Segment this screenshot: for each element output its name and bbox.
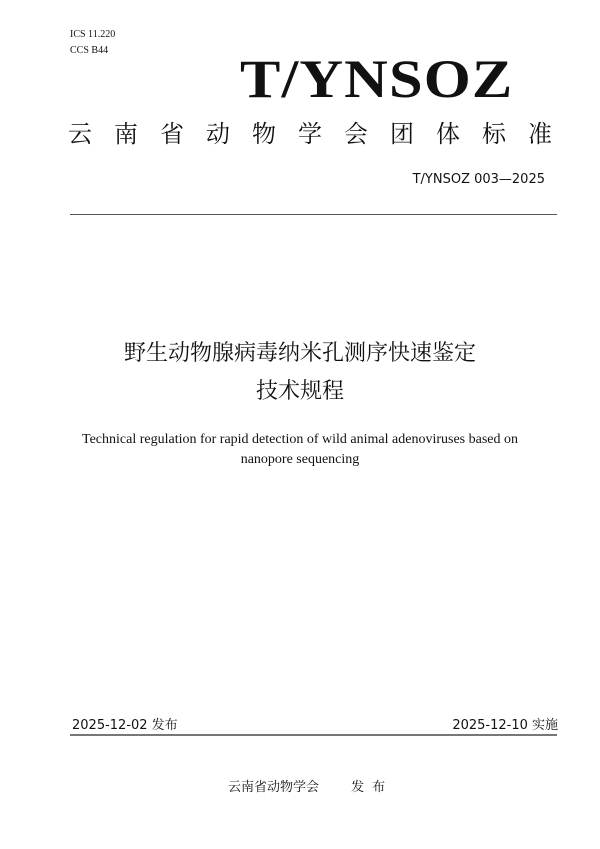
ics-code: ICS 11.220	[70, 29, 116, 40]
title-en-line2: nanopore sequencing	[240, 452, 360, 467]
publisher	[228, 776, 393, 795]
title-en-line1: Technical regulation for rapid detection of wild animal adenoviruses based on	[82, 432, 518, 447]
org-char: 动	[206, 120, 230, 148]
org-char: 学	[298, 120, 322, 148]
publisher-name: 云南省动物学会	[228, 780, 320, 795]
title-cn-line2: 技术规程	[255, 379, 344, 404]
org-char: 准	[528, 120, 552, 148]
standard-code: T/YNSOZ 003—2025	[412, 172, 545, 187]
org-char: 体	[436, 120, 460, 148]
org-char: 标	[482, 120, 506, 148]
top-divider	[70, 214, 557, 215]
bottom-divider	[70, 734, 557, 736]
org-char: 物	[252, 120, 276, 148]
org-char: 云	[68, 120, 92, 148]
publisher-action: 发布	[351, 780, 394, 795]
org-char: 省	[160, 120, 184, 148]
org-char: 团	[390, 120, 414, 148]
org-standard-title	[68, 114, 552, 149]
implement-date: 2025-12-10 实施	[452, 718, 558, 733]
release-date: 2025-12-02 发布	[72, 718, 178, 733]
org-char: 会	[344, 120, 368, 148]
standard-logo: T/YNSOZ	[240, 49, 514, 109]
title-cn-line1: 野生动物腺病毒纳米孔测序快速鉴定	[123, 341, 476, 366]
ccs-code: CCS B44	[70, 45, 109, 56]
org-char: 南	[114, 120, 138, 148]
